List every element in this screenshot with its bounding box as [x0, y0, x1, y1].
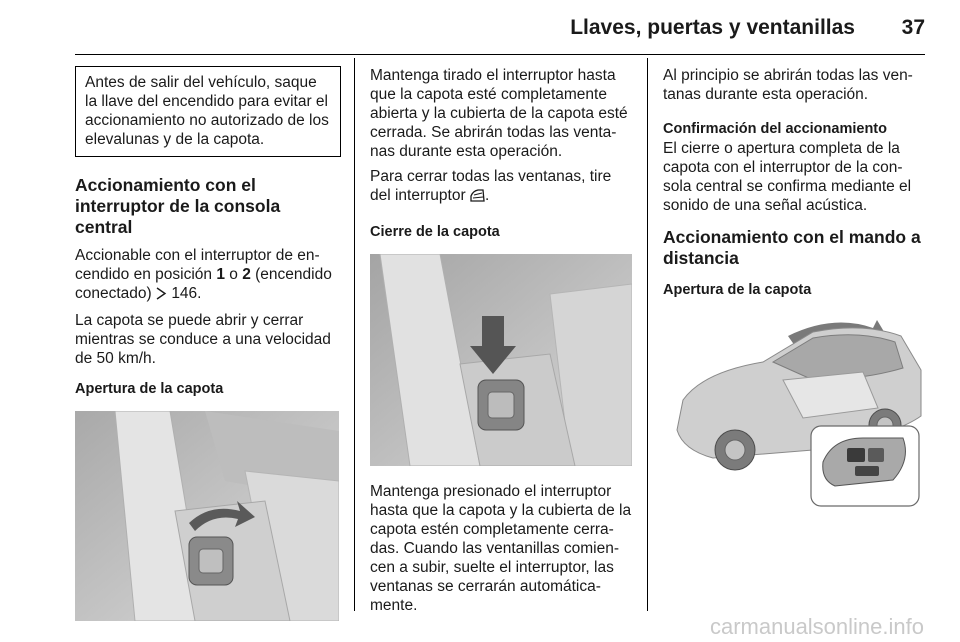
section-heading: Accionamiento con el interruptor de la consola central — [75, 175, 281, 237]
paragraph: Mantenga tirado el interruptor hasta que la capota esté completamente abierta y la cubierta de la capota esté cerrada. Se abrirán todas las venta- nas durante esta operación. — [370, 67, 628, 160]
console-switch-open-illustration — [75, 411, 339, 621]
paragraph: Para cerrar todas las ventanas, tire del interruptor . — [370, 167, 634, 207]
subheading: Apertura de la capota — [663, 282, 812, 298]
subheading: Cierre de la capota — [370, 224, 500, 240]
subheading: Apertura de la capota — [75, 381, 224, 397]
subheading: Confirmación del accionamiento — [663, 121, 887, 137]
column-1 — [75, 66, 341, 621]
page-reference[interactable]: 146. — [171, 285, 202, 302]
page-reference-icon — [156, 286, 167, 305]
paragraph: Mantenga presionado el interruptor hasta que la capota y la cubierta de la capota estén completamente cerra- das. Cuando las ventanillas comien- cen a subir, suelte el interruptor, las ventanas se cerrarán automática- mente. — [370, 483, 632, 614]
column-divider — [354, 58, 355, 611]
paragraph: Al principio se abrirán todas las ven- tanas durante esta operación. — [663, 67, 913, 103]
section-heading: Accionamiento con el mando a distancia — [663, 227, 921, 268]
column-divider — [647, 58, 648, 611]
page-header — [75, 0, 925, 55]
paragraph: El cierre o apertura completa de la capota con el interruptor de la con- sola central se confirma mediante el sonido de una señal acústica. — [663, 140, 912, 214]
watermark: carmanualsonline.info — [709, 614, 924, 639]
paragraph: Accionable con el interruptor de en- cendido en posición 1 o 2 (encendido conectado) 146. — [75, 246, 341, 305]
column-2 — [370, 66, 634, 615]
roof-switch-icon — [470, 188, 485, 207]
warning-box: Antes de salir del vehículo, saque la llave del encendido para evitar el accionamiento no autorizado de los elevalunas y de la capota. — [75, 66, 341, 157]
page-number: 37 — [901, 16, 925, 39]
chapter-title: Llaves, puertas y ventanillas — [570, 16, 855, 39]
remote-key-illustration — [663, 310, 925, 520]
console-switch-close-illustration — [370, 254, 632, 466]
paragraph: La capota se puede abrir y cerrar mientras se conduce a una velocidad de 50 km/h. — [75, 312, 331, 367]
column-3 — [663, 66, 925, 520]
